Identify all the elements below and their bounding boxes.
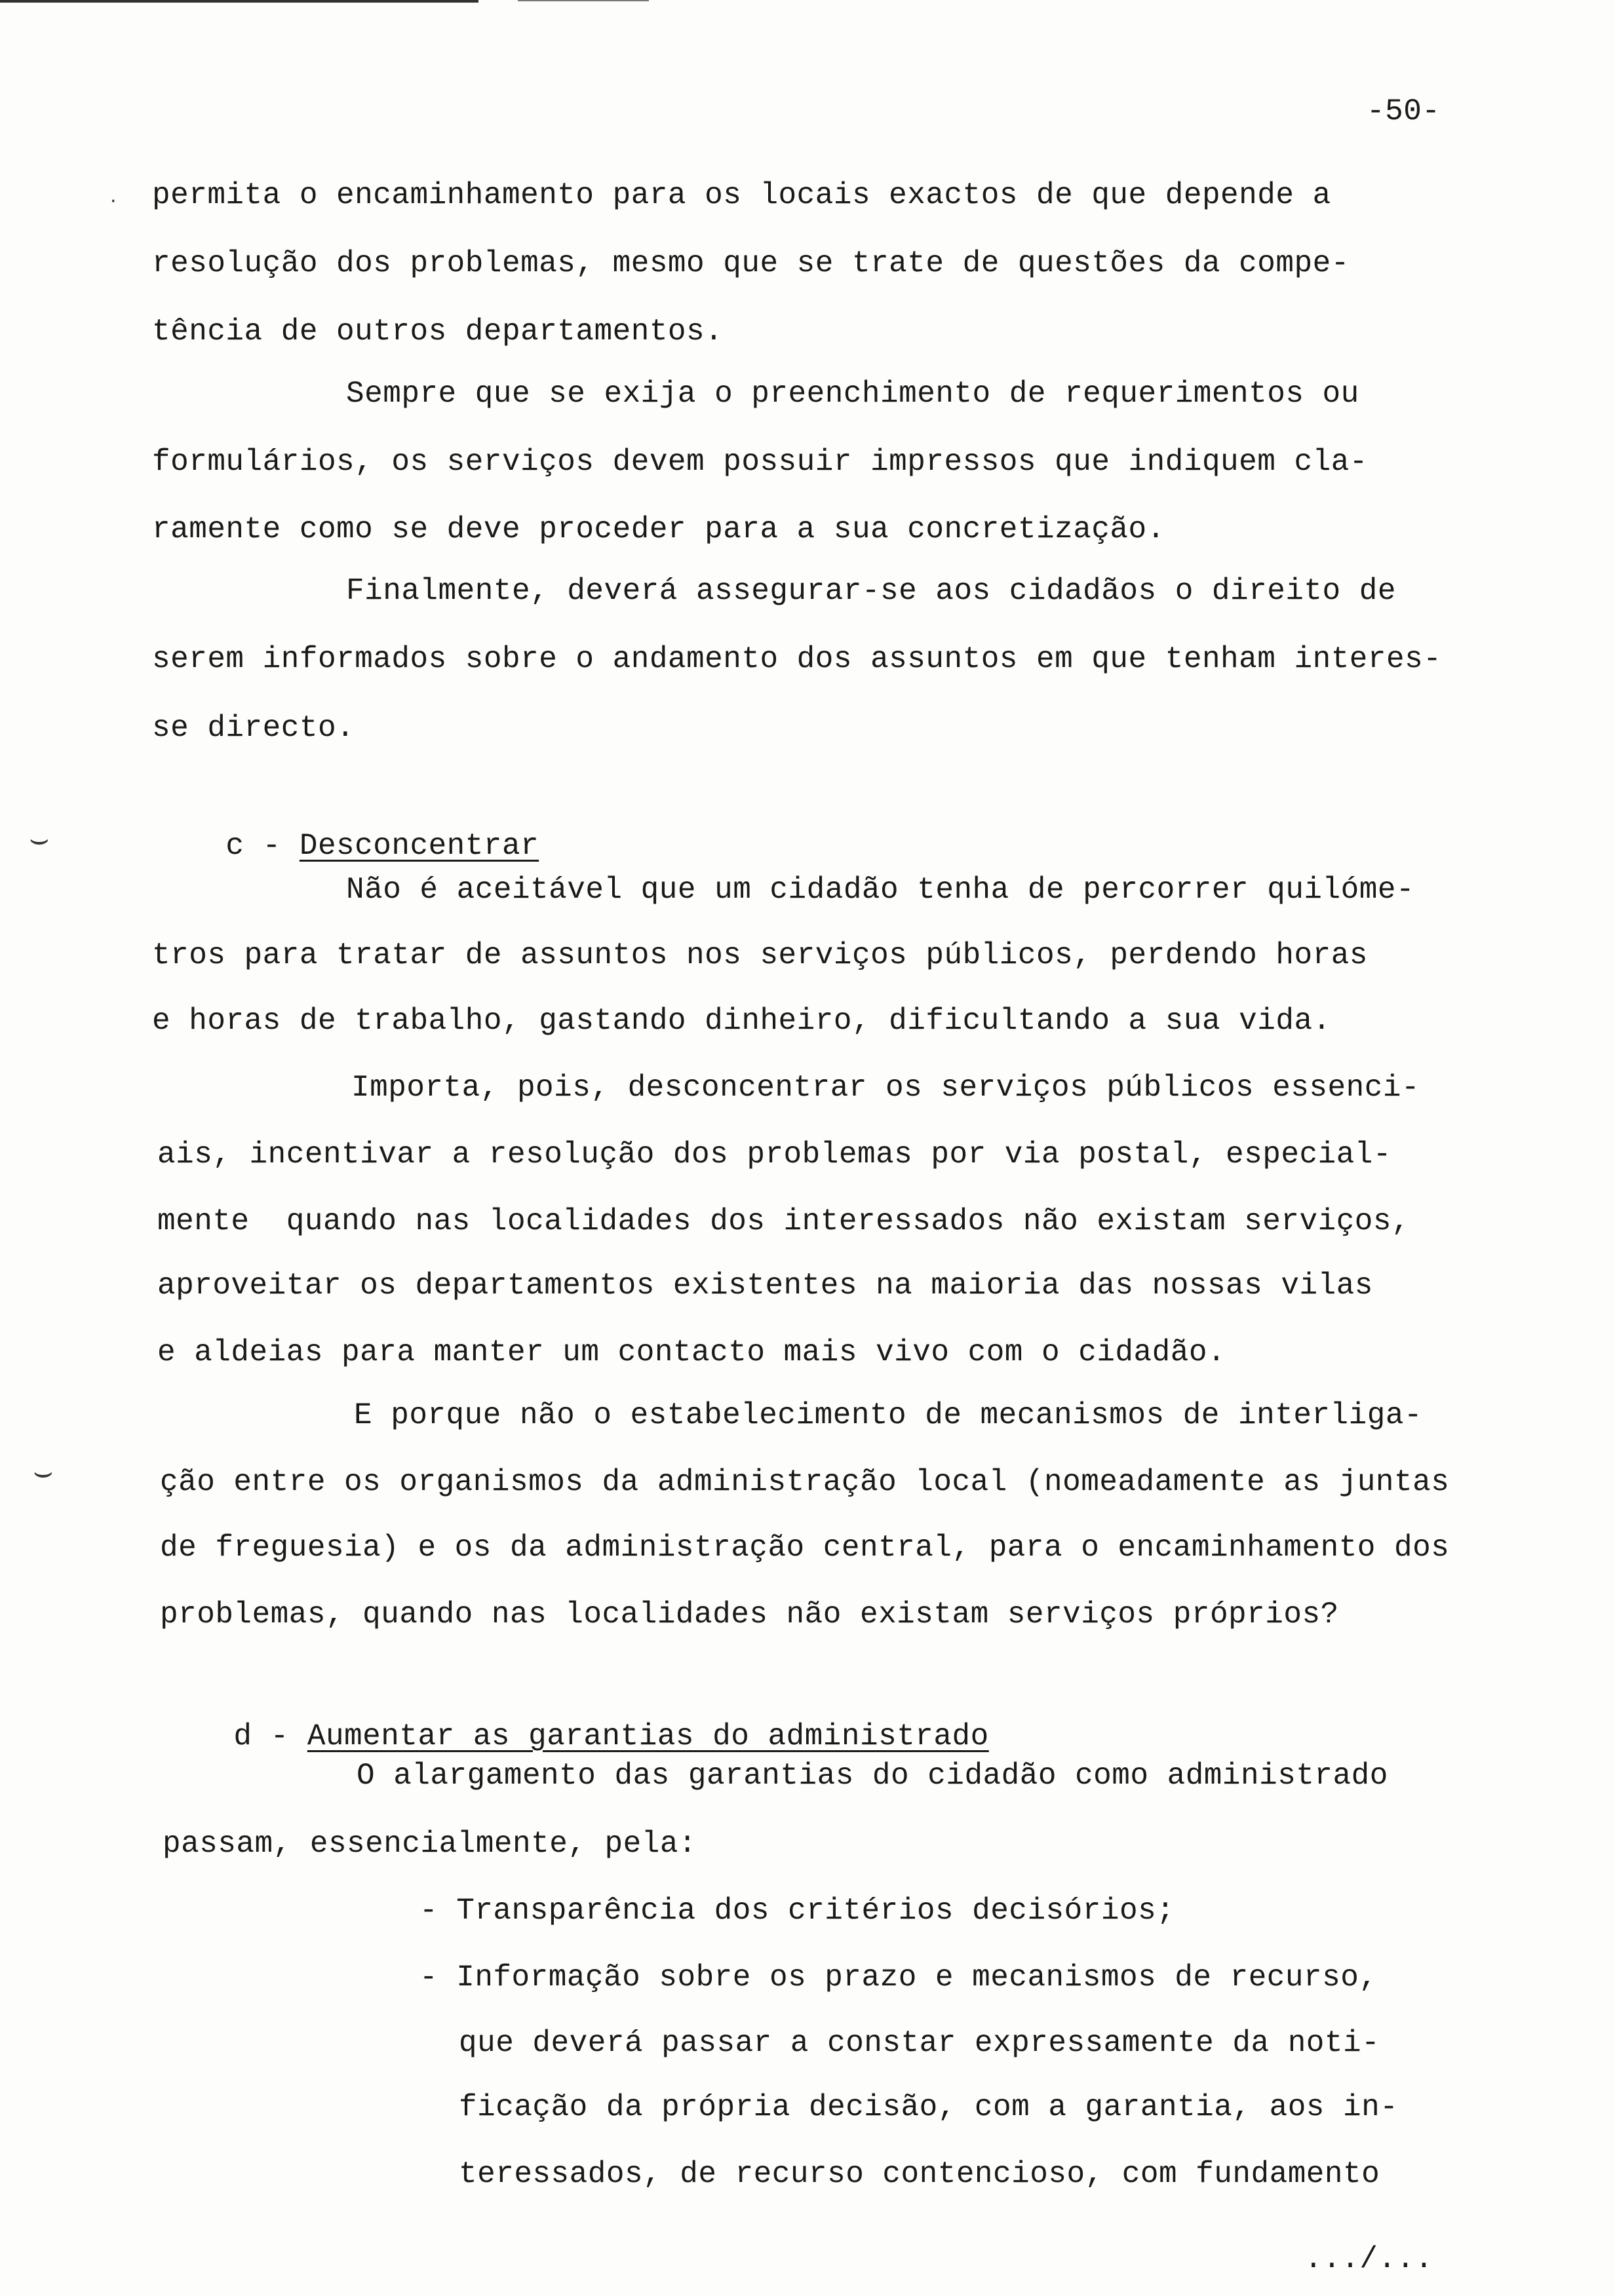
text-line: Sempre que se exija o preenchimento de requerimentos ou xyxy=(346,377,1359,411)
text-line: passam, essencialmente, pela: xyxy=(163,1827,697,1861)
margin-tick-mark: ⌣ xyxy=(29,820,50,857)
bullet-continuation: ficação da própria decisão, com a garantia, aos in- xyxy=(459,2090,1399,2124)
section-title: Aumentar as garantias do administrado xyxy=(307,1719,989,1753)
margin-tick-mark: ⌣ xyxy=(33,1453,54,1490)
text-line: tência de outros departamentos. xyxy=(152,315,724,349)
section-prefix: d - xyxy=(233,1719,307,1753)
text-line: serem informados sobre o andamento dos assuntos em que tenham interes- xyxy=(152,642,1442,676)
text-line: formulários, os serviços devem possuir impressos que indiquem cla- xyxy=(152,445,1368,479)
page-number: -50- xyxy=(1367,94,1441,128)
text-line: Finalmente, deverá assegurar-se aos cidadãos o direito de xyxy=(346,574,1396,608)
bullet-item: - Informação sobre os prazo e mecanismos de recurso, xyxy=(419,1961,1378,1995)
text-line: aproveitar os departamentos existentes na maioria das nossas vilas xyxy=(157,1269,1373,1303)
margin-dot: · xyxy=(110,190,117,213)
text-line: e horas de trabalho, gastando dinheiro, dificultando a sua vida. xyxy=(152,1004,1331,1038)
bullet-item: - Transparência dos critérios decisórios; xyxy=(419,1894,1175,1928)
scan-edge-line xyxy=(0,0,478,3)
text-line: resolução dos problemas, mesmo que se trate de questões da compe- xyxy=(152,246,1350,280)
text-line: e aldeias para manter um contacto mais vivo com o cidadão. xyxy=(157,1335,1226,1369)
scan-edge-line xyxy=(518,0,649,1)
text-line: E porque não o estabelecimento de mecanismos de interliga- xyxy=(354,1398,1423,1432)
text-line: Importa, pois, desconcentrar os serviços públicos essenci- xyxy=(351,1071,1420,1105)
text-line: problemas, quando nas localidades não existam serviços próprios? xyxy=(160,1598,1339,1632)
section-title: Desconcentrar xyxy=(299,829,539,863)
section-prefix: c - xyxy=(225,829,300,863)
text-line: permita o encaminhamento para os locais exactos de que depende a xyxy=(152,178,1331,212)
text-line: O alargamento das garantias do cidadão como administrado xyxy=(357,1759,1388,1793)
bullet-continuation: teressados, de recurso contencioso, com fundamento xyxy=(459,2157,1380,2191)
text-line: de freguesia) e os da administração central, para o encaminhamento dos xyxy=(160,1531,1450,1565)
text-line: ramente como se deve proceder para a sua concretização. xyxy=(152,512,1165,546)
text-line: se directo. xyxy=(152,711,355,745)
text-line: ção entre os organismos da administração local (nomeadamente as juntas xyxy=(160,1465,1450,1499)
bullet-continuation: que deverá passar a constar expressamente da noti- xyxy=(459,2026,1380,2060)
text-line: Não é aceitável que um cidadão tenha de percorrer quilóme- xyxy=(346,873,1415,907)
text-line: ais, incentivar a resolução dos problemas por via postal, especial- xyxy=(157,1138,1392,1172)
continuation-marker: .../... xyxy=(1304,2242,1433,2276)
text-line: tros para tratar de assuntos nos serviços públicos, perdendo horas xyxy=(152,938,1368,972)
text-line: mente quando nas localidades dos interessados não existam serviços, xyxy=(157,1204,1411,1238)
